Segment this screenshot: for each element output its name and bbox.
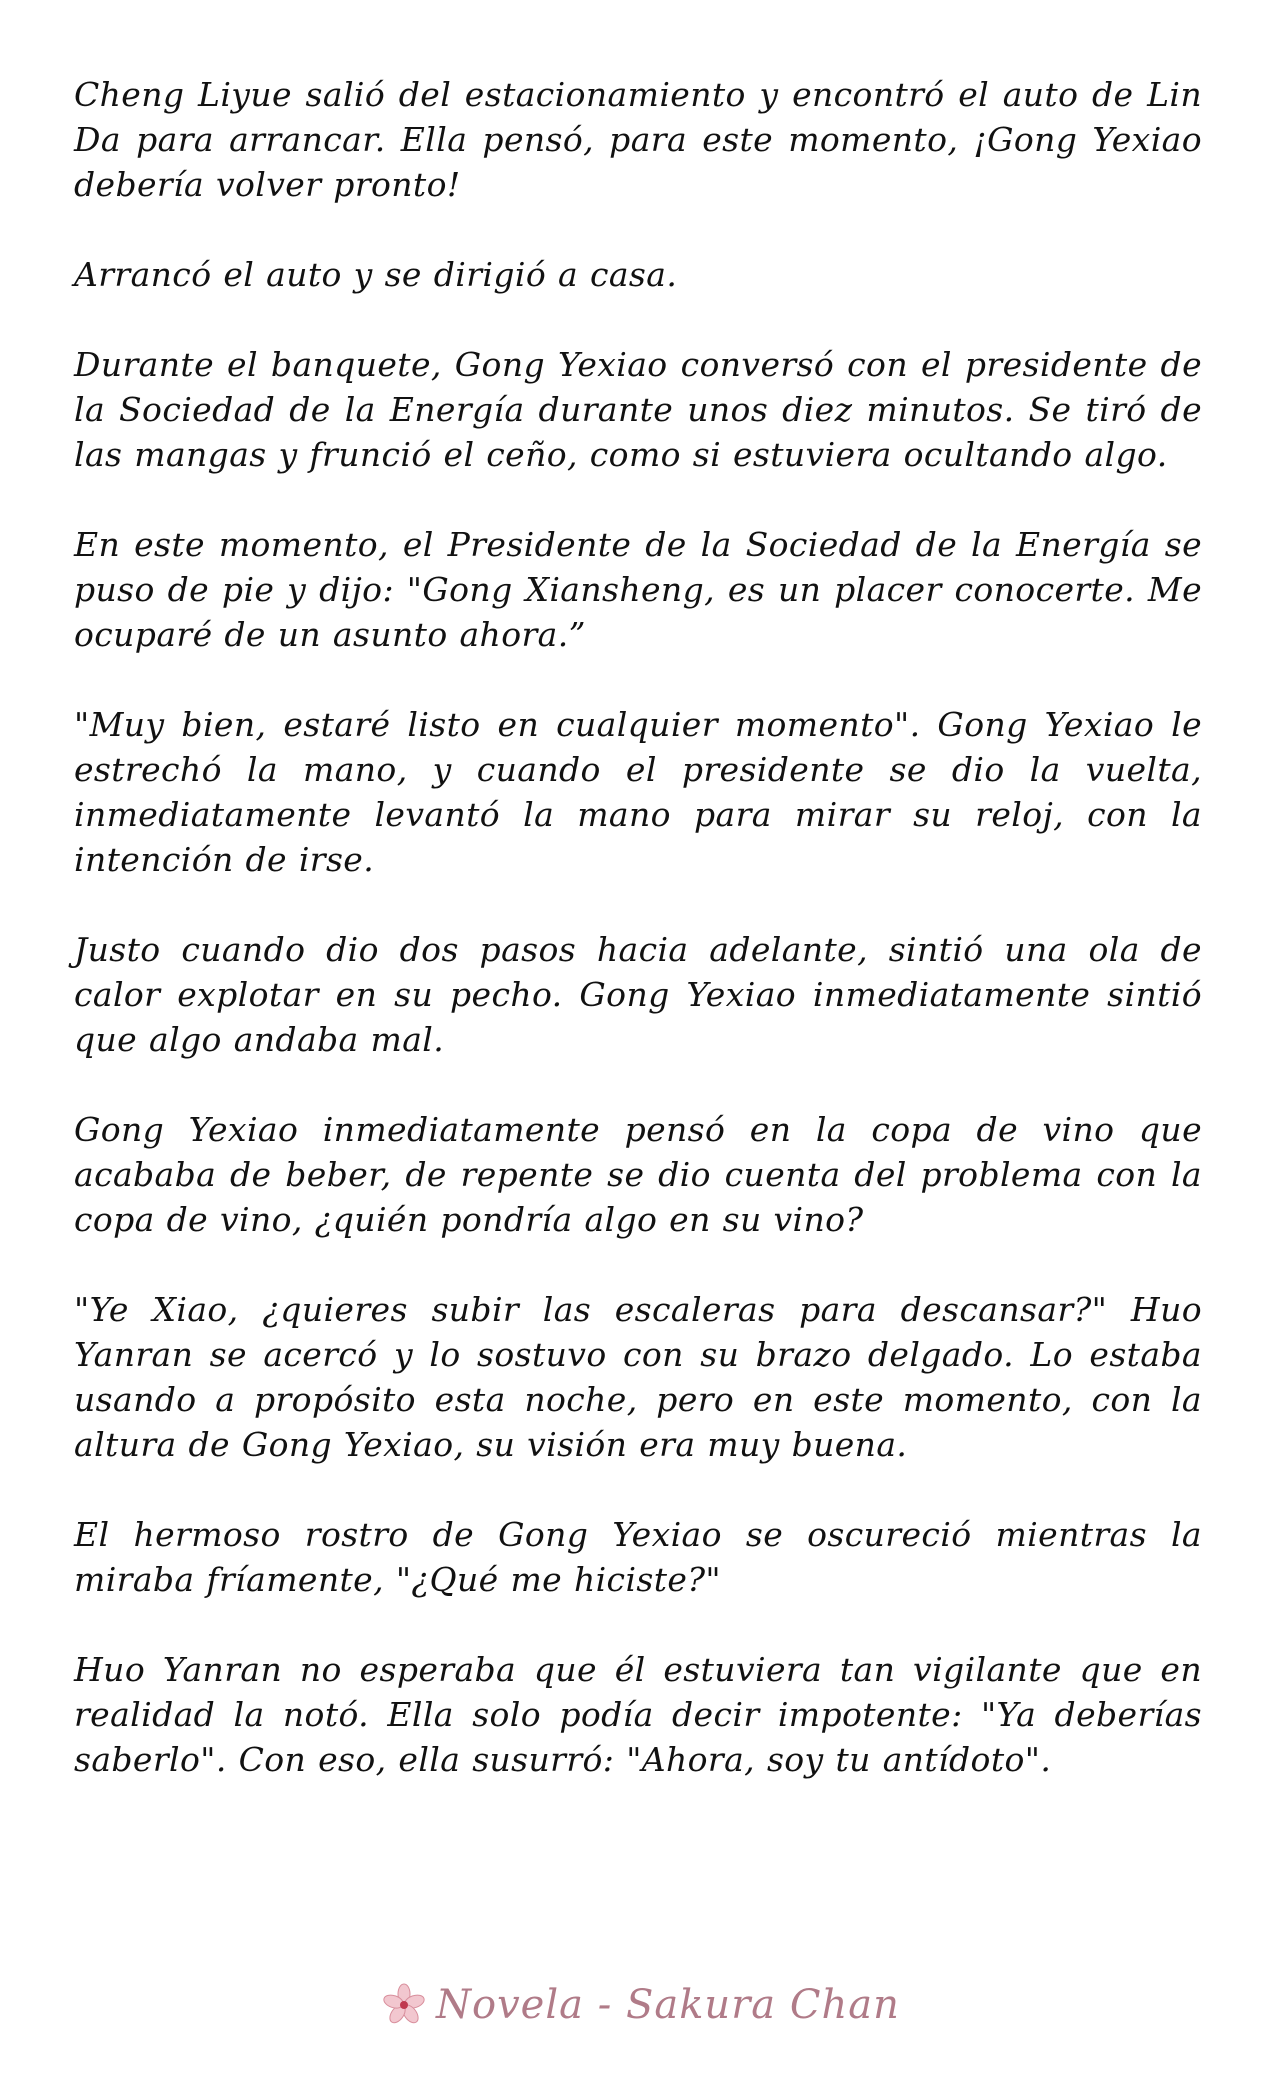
paragraph-1: Cheng Liyue salió del estacionamiento y encontró el auto de Lin Da para arrancar. Ella pensó, para este momento, ¡Gong Yexiao debería volver pronto!: [74, 75, 1202, 204]
watermark: [380, 1975, 900, 2035]
paragraph-5: "Muy bien, estaré listo en cualquier momento". Gong Yexiao le estrechó la mano, y cuando el presidente se dio la vuelta, inmediatamente levantó la mano para mirar su reloj, con la intención de irse.: [74, 705, 1202, 879]
paragraph-10: Huo Yanran no esperaba que él estuviera tan vigilante que en realidad la notó. Ella solo podía decir impotente: "Ya deberías saberlo". Con eso, ella susurró: "Ahora, soy tu antídoto".: [74, 1650, 1202, 1779]
paragraph-8: "Ye Xiao, ¿quieres subir las escaleras para descansar?" Huo Yanran se acercó y lo sostuvo con su brazo delgado. Lo estaba usando a propósito esta noche, pero en este momento, con la altura de Gong Yexiao, su visión era muy buena.: [74, 1290, 1202, 1464]
paragraph-4: En este momento, el Presidente de la Sociedad de la Energía se puso de pie y dijo: "Gong Xiansheng, es un placer conocerte. Me ocuparé de un asunto ahora.”: [74, 525, 1202, 654]
watermark-text: Novela - Sakura Chan: [436, 1982, 900, 2028]
paragraph-2: Arrancó el auto y se dirigió a casa.: [74, 255, 678, 294]
paragraph-9: El hermoso rostro de Gong Yexiao se oscureció mientras la miraba fríamente, "¿Qué me hiciste?": [74, 1515, 1202, 1599]
sakura-flower-icon: [380, 1981, 428, 2029]
paragraph-6: Justo cuando dio dos pasos hacia adelante, sintió una ola de calor explotar en su pecho. Gong Yexiao inmediatamente sintió que algo andaba mal.: [74, 930, 1202, 1059]
novel-page: [74, 72, 1202, 1827]
paragraph-7: Gong Yexiao inmediatamente pensó en la copa de vino que acababa de beber, de repente se dio cuenta del problema con la copa de vino, ¿quién pondría algo en su vino?: [74, 1110, 1202, 1239]
paragraph-3: Durante el banquete, Gong Yexiao conversó con el presidente de la Sociedad de la Energía durante unos diez minutos. Se tiró de las mangas y frunció el ceño, como si estuviera ocultando algo.: [74, 345, 1202, 474]
